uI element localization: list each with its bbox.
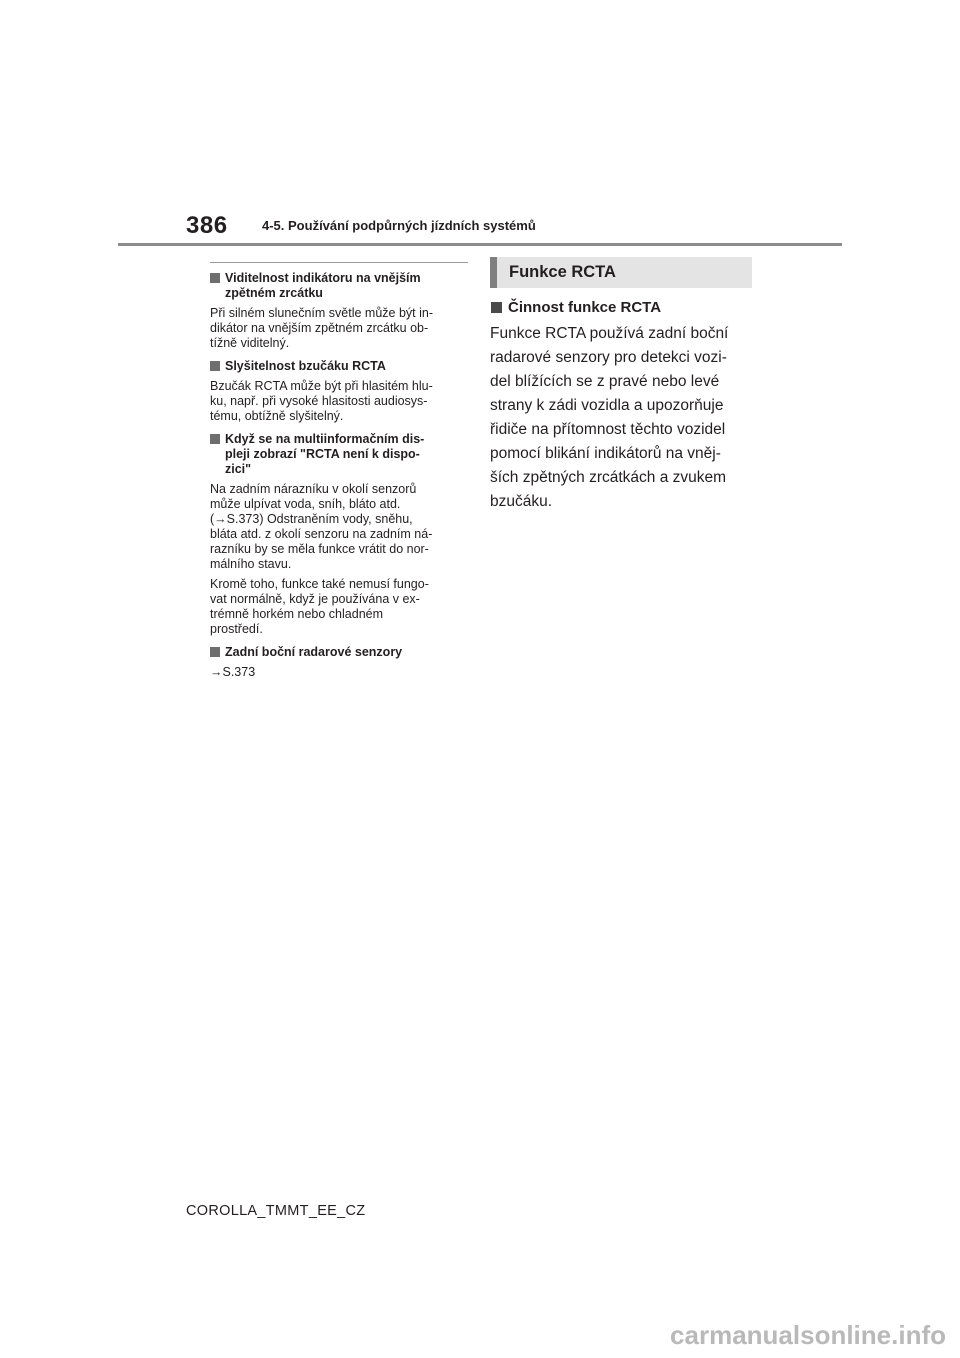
note-heading-text	[225, 432, 424, 477]
page-number: 386	[186, 212, 228, 239]
paragraph-line: ších zpětných zrcátkách a zvukem	[490, 469, 727, 486]
paragraph-line: vat normálně, když je používána v ex-	[210, 592, 420, 606]
note-heading	[210, 271, 468, 301]
square-bullet-icon	[210, 434, 220, 444]
paragraph-line: bzučáku.	[490, 493, 553, 510]
heading-line: Zadní boční radarové senzory	[225, 645, 403, 659]
heading-line: zici"	[225, 462, 252, 476]
note-heading-text	[225, 359, 386, 374]
paragraph-line: řidiče na přítomnost těchto vozidel	[490, 421, 726, 438]
description-paragraph	[490, 322, 752, 514]
section-heading-box: Funkce RCTA	[490, 257, 752, 288]
paragraph-line: tížně viditelný.	[210, 336, 290, 350]
heading-line: Když se na multiinformačním dis-	[225, 432, 425, 446]
square-bullet-icon	[210, 273, 220, 283]
note-heading	[210, 645, 468, 660]
note-paragraph	[210, 665, 468, 680]
paragraph-line: málního stavu.	[210, 557, 292, 571]
square-bullet-icon	[210, 647, 220, 657]
paragraph-line: radarové senzory pro detekci vozi-	[490, 349, 727, 366]
paragraph-line: bláta atd. z okolí senzoru na zadním ná-	[210, 527, 433, 541]
paragraph-line: trémně horkém nebo chladném	[210, 607, 384, 621]
note-paragraph	[210, 379, 468, 424]
left-column	[210, 262, 468, 680]
paragraph-line: Funkce RCTA používá zadní boční	[490, 325, 729, 342]
subheading-text: Činnost funkce RCTA	[508, 299, 662, 316]
note-heading	[210, 359, 468, 374]
paragraph-line: Při silném slunečním světle může být in-	[210, 306, 433, 320]
heading-line: zpětném zrcátku	[225, 286, 323, 300]
note-heading-text	[225, 645, 402, 660]
header-divider	[118, 243, 842, 246]
heading-line: pleji zobrazí "RCTA není k dispo-	[225, 447, 420, 461]
paragraph-line: tému, obtížně slyšitelný.	[210, 409, 344, 423]
document-code: COROLLA_TMMT_EE_CZ	[186, 1203, 366, 1219]
paragraph-line: (→S.373) Odstraněním vody, sněhu,	[210, 512, 413, 526]
subheading	[490, 298, 752, 318]
paragraph-line: může ulpívat voda, sníh, bláto atd.	[210, 497, 401, 511]
paragraph-line: dikátor na vnějším zpětném zrcátku ob-	[210, 321, 429, 335]
column-divider	[210, 262, 468, 263]
note-paragraph	[210, 306, 468, 351]
paragraph-line: pomocí blikání indikátorů na vněj-	[490, 445, 721, 462]
paragraph-line: Kromě toho, funkce také nemusí fungo-	[210, 577, 429, 591]
note-heading	[210, 432, 468, 477]
square-bullet-icon	[491, 302, 502, 313]
section-title: 4-5. Používání podpůrných jízdních systémů	[262, 218, 536, 233]
paragraph-line: razníku by se měla funkce vrátit do nor-	[210, 542, 429, 556]
paragraph-line: ku, např. při vysoké hlasitosti audiosys-	[210, 394, 428, 408]
heading-line: Slyšitelnost bzučáku RCTA	[225, 359, 386, 373]
square-bullet-icon	[210, 361, 220, 371]
notes-list	[210, 271, 468, 680]
heading-line: Viditelnost indikátoru na vnějším	[225, 271, 421, 285]
paragraph-line: Bzučák RCTA může být při hlasitém hlu-	[210, 379, 433, 393]
watermark: carmanualsonline.info	[670, 1320, 946, 1350]
paragraph-line: →S.373	[210, 665, 256, 679]
note-paragraph	[210, 577, 468, 637]
note-heading-text	[225, 271, 421, 301]
paragraph-line: prostředí.	[210, 622, 263, 636]
paragraph-line: Na zadním nárazníku v okolí senzorů	[210, 482, 417, 496]
note-paragraph	[210, 482, 468, 572]
paragraph-line: strany k zádi vozidla a upozorňuje	[490, 397, 724, 414]
right-column	[490, 257, 752, 514]
paragraph-line: del blížících se z pravé nebo levé	[490, 373, 720, 390]
